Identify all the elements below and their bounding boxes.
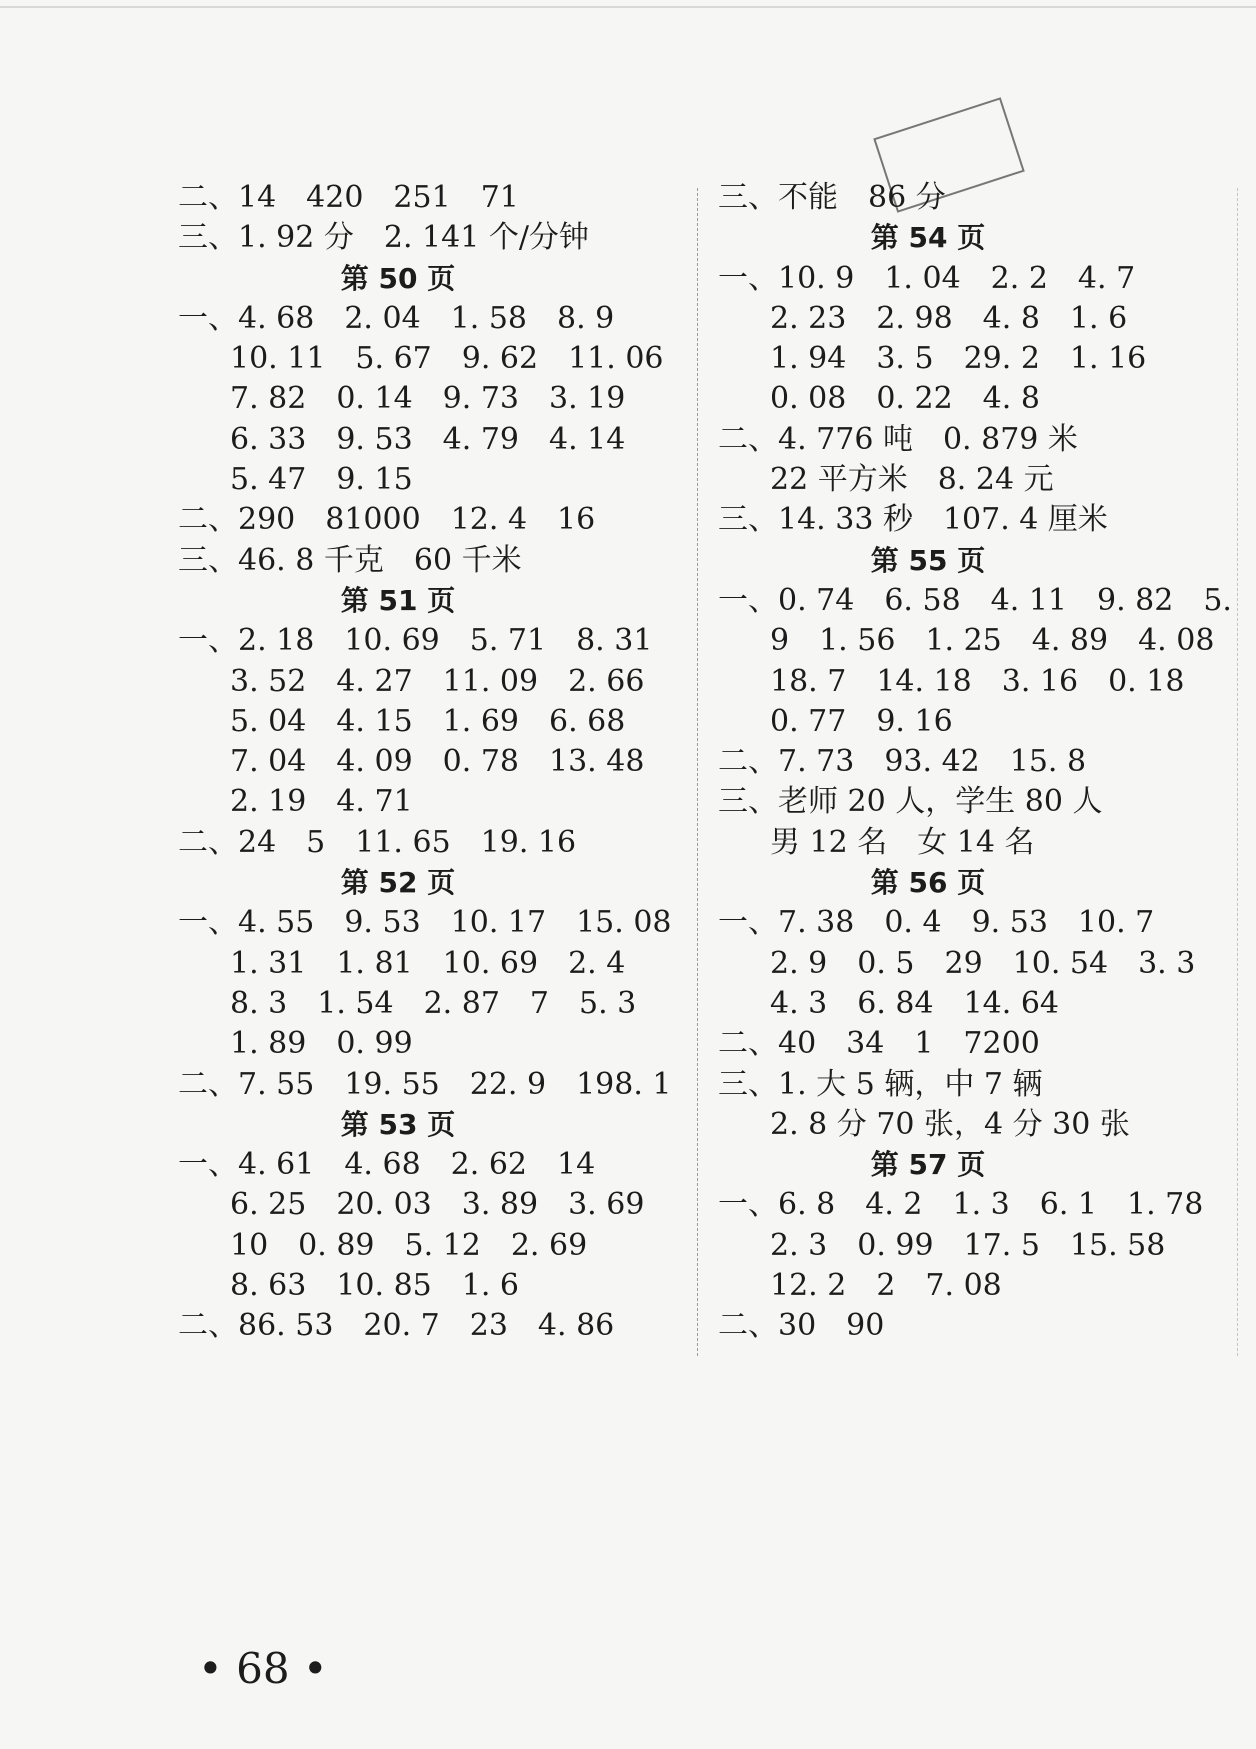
page-section-heading: 第 51 页	[340, 583, 456, 617]
answer-line: 2. 9 0. 5 29 10. 54 3. 3	[770, 945, 1196, 981]
top-edge-line	[0, 6, 1256, 8]
answer-line: 8. 3 1. 54 2. 87 7 5. 3	[230, 985, 637, 1021]
answer-line: 8. 63 10. 85 1. 6	[230, 1268, 519, 1304]
answer-line: 10 0. 89 5. 12 2. 69	[230, 1227, 588, 1263]
answer-line: 1. 31 1. 81 10. 69 2. 4	[230, 945, 626, 981]
page-section-heading: 第 54 页	[870, 221, 986, 255]
answer-line: 男 12 名 女 14 名	[770, 824, 1035, 860]
answer-line: 一、2. 18 10. 69 5. 71 8. 31	[178, 623, 653, 659]
answer-line: 1. 94 3. 5 29. 2 1. 16	[770, 341, 1147, 377]
answer-line: 二、290 81000 12. 4 16	[178, 502, 596, 538]
answer-line: 2. 23 2. 98 4. 8 1. 6	[770, 300, 1128, 336]
answer-line: 一、4. 61 4. 68 2. 62 14	[178, 1147, 596, 1183]
answer-line: 三、46. 8 千克 60 千米	[178, 542, 522, 578]
answer-line: 2. 8 分 70 张，4 分 30 张	[770, 1106, 1130, 1142]
answer-line: 二、4. 776 吨 0. 879 米	[718, 421, 1078, 457]
answer-line: 5. 47 9. 15	[230, 462, 413, 498]
answer-line: 一、6. 8 4. 2 1. 3 6. 1 1. 78	[718, 1187, 1204, 1223]
answer-line: 1. 89 0. 99	[230, 1026, 413, 1062]
answer-line: 5. 04 4. 15 1. 69 6. 68	[230, 703, 626, 739]
answer-line: 4. 3 6. 84 14. 64	[770, 985, 1059, 1021]
answer-line: 2. 19 4. 71	[230, 784, 413, 820]
answer-line: 7. 82 0. 14 9. 73 3. 19	[230, 381, 626, 417]
answer-line: 二、7. 55 19. 55 22. 9 198. 1	[178, 1066, 672, 1102]
answer-line: 二、24 5 11. 65 19. 16	[178, 824, 577, 860]
answer-line: 二、86. 53 20. 7 23 4. 86	[178, 1308, 615, 1344]
page-section-heading: 第 56 页	[870, 866, 986, 900]
page-section-heading: 第 53 页	[340, 1107, 456, 1141]
answer-line: 三、1. 大 5 辆，中 7 辆	[718, 1066, 1043, 1102]
answer-column-left	[178, 178, 698, 1347]
answer-column-right	[718, 178, 1232, 1347]
page-section-heading: 第 52 页	[340, 866, 456, 900]
page-section-heading: 第 50 页	[340, 261, 456, 295]
answer-line: 0. 08 0. 22 4. 8	[770, 381, 1040, 417]
answer-line: 9 1. 56 1. 25 4. 89 4. 08	[770, 623, 1215, 659]
answer-line: 一、4. 68 2. 04 1. 58 8. 9	[178, 300, 615, 336]
answer-line: 22 平方米 8. 24 元	[770, 462, 1054, 498]
answer-line: 3. 52 4. 27 11. 09 2. 66	[230, 663, 645, 699]
answer-line: 6. 33 9. 53 4. 79 4. 14	[230, 421, 626, 457]
answer-line: 三、1. 92 分 2. 141 个/分钟	[178, 220, 589, 256]
answer-line: 二、14 420 251 71	[178, 180, 519, 215]
answer-line: 0. 77 9. 16	[770, 703, 953, 739]
page-section-heading: 第 55 页	[870, 543, 986, 577]
answer-line: 12. 2 2 7. 08	[770, 1268, 1002, 1304]
answer-line: 三、老师 20 人，学生 80 人	[718, 784, 1103, 820]
answer-line: 18. 7 14. 18 3. 16 0. 18	[770, 663, 1185, 699]
answer-line: 7. 04 4. 09 0. 78 13. 48	[230, 744, 645, 780]
answer-line: 二、7. 73 93. 42 15. 8	[718, 744, 1087, 780]
right-margin-line	[1237, 188, 1238, 1356]
column-divider	[697, 188, 698, 1356]
answer-line: 一、4. 55 9. 53 10. 17 15. 08	[178, 905, 672, 941]
answer-line: 一、7. 38 0. 4 9. 53 10. 7	[718, 905, 1155, 941]
answer-line: 一、0. 74 6. 58 4. 11 9. 82 5.	[718, 582, 1232, 618]
answer-line: 一、10. 9 1. 04 2. 2 4. 7	[718, 260, 1136, 296]
answer-line: 10. 11 5. 67 9. 62 11. 06	[230, 341, 664, 377]
page-number: • 68 •	[198, 1644, 328, 1693]
answer-line: 2. 3 0. 99 17. 5 15. 58	[770, 1227, 1166, 1263]
answer-line: 二、30 90	[718, 1308, 885, 1344]
answer-line: 三、不能 86 分	[718, 180, 946, 215]
answer-line: 二、40 34 1 7200	[718, 1026, 1040, 1062]
answer-line: 三、14. 33 秒 107. 4 厘米	[718, 502, 1108, 538]
page-section-heading: 第 57 页	[870, 1148, 986, 1182]
answer-line: 6. 25 20. 03 3. 89 3. 69	[230, 1187, 645, 1223]
